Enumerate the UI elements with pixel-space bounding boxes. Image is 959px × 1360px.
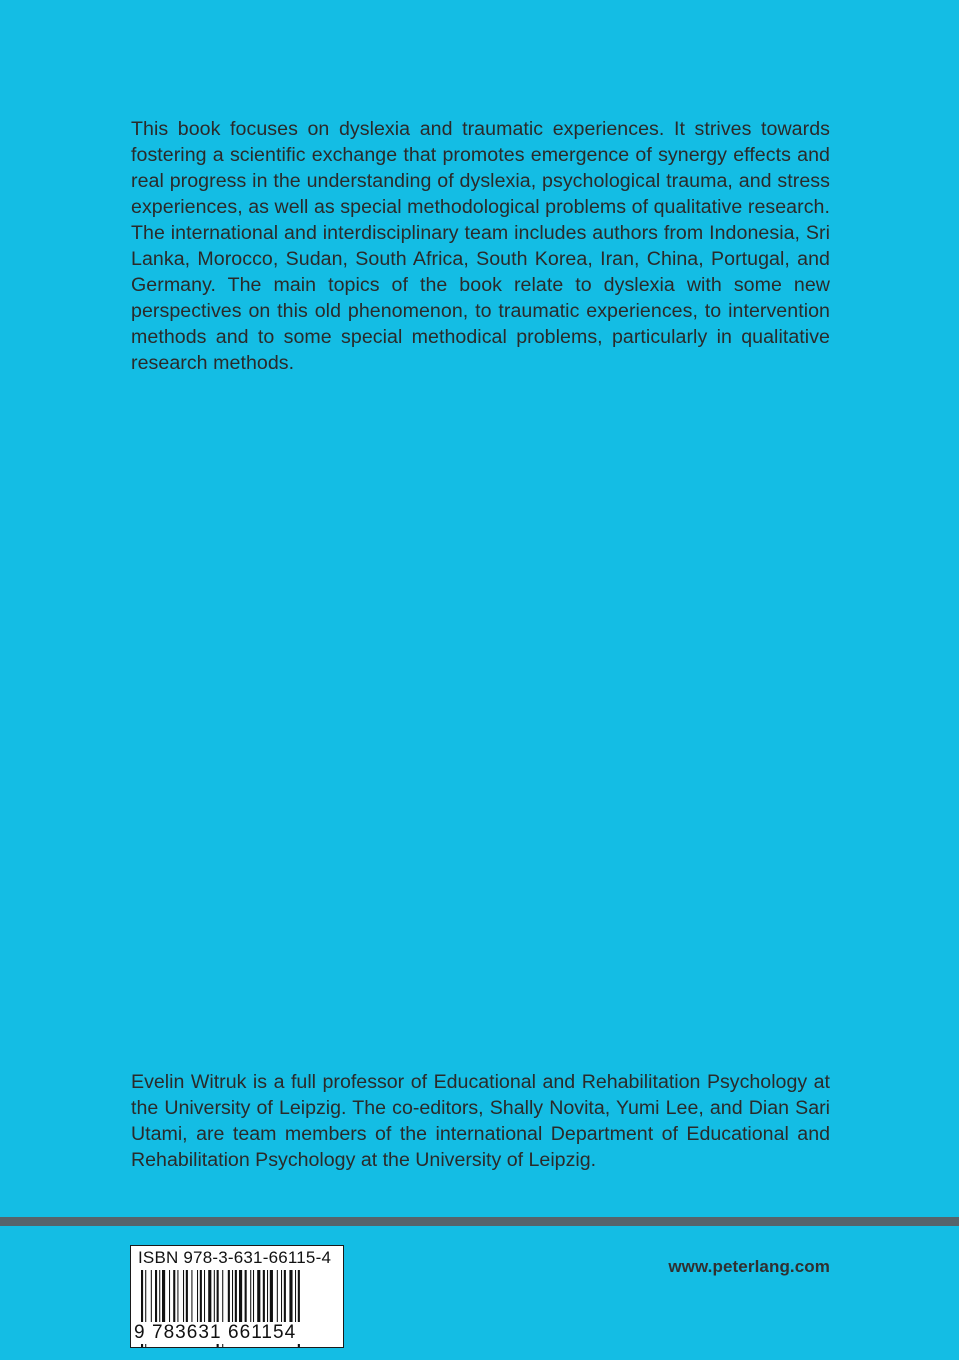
barcode-bar <box>267 1270 268 1322</box>
isbn-barcode <box>130 1245 344 1348</box>
barcode-bar <box>232 1270 233 1322</box>
barcode-bar <box>162 1270 165 1322</box>
barcode-bar <box>281 1270 282 1322</box>
barcode-bar <box>284 1270 286 1322</box>
barcode-bar <box>250 1270 251 1322</box>
barcode-bar <box>155 1270 157 1322</box>
barcode-bar <box>208 1270 211 1322</box>
publisher-website: www.peterlang.com <box>668 1257 830 1276</box>
barcode-bar <box>253 1270 254 1322</box>
barcode-bar <box>169 1270 170 1322</box>
barcode-bar <box>159 1270 160 1322</box>
divider-bar <box>0 1217 959 1226</box>
barcode-bar <box>235 1270 237 1322</box>
barcode-bar <box>295 1270 296 1322</box>
book-description: This book focuses on dyslexia and traumatic experiences. It strives towards fostering a scientific exchange that promotes emergence of synergy effects and real progress in the understanding of dyslexia, psychological trauma, and stress experiences, as well as special methodological problems of qualitative research. The international and interdisciplinary team includes authors from Indonesia, Sri Lanka, Morocco, Sudan, South Africa, South Korea, Iran, China, Portugal, and Germany. The main topics of the book relate to dyslexia with some new perspectives on this old phenomenon, to traumatic experiences, to intervention methods and to some special methodical problems, particularly in qualitative research methods. <box>131 118 830 374</box>
isbn-label: ISBN 978-3-631-66115-4 <box>138 1248 332 1267</box>
barcode-bar <box>239 1270 242 1322</box>
barcode-bar <box>204 1270 205 1322</box>
barcode-bar <box>151 1270 152 1322</box>
barcode-bar <box>183 1270 184 1322</box>
barcode-bar <box>245 1270 247 1322</box>
barcode-bar <box>263 1270 265 1322</box>
barcode-bar <box>270 1270 273 1322</box>
barcode-bar <box>177 1270 178 1322</box>
barcode-bar <box>186 1270 188 1322</box>
barcode-bar <box>214 1270 215 1322</box>
barcode-bar <box>289 1270 292 1322</box>
barcode-bar <box>257 1270 260 1322</box>
barcode-bar <box>228 1270 230 1322</box>
barcode-bar <box>277 1270 278 1322</box>
barcode-digits: 9 783631 661154 <box>133 1322 340 1344</box>
barcode-bar <box>173 1270 175 1322</box>
author-bio: Evelin Witruk is a full professor of Educational and Rehabilitation Psychology at the University of Leipzig. The co-editors, Shally Novita, Yumi Lee, and Dian Sari Utami, are team members of the international Department of Educational and Rehabilitation Psychology at the University of Leipzig. <box>131 1071 830 1171</box>
barcode-bar <box>197 1270 198 1322</box>
barcode-bar <box>200 1270 202 1322</box>
barcode-bar <box>191 1270 192 1322</box>
